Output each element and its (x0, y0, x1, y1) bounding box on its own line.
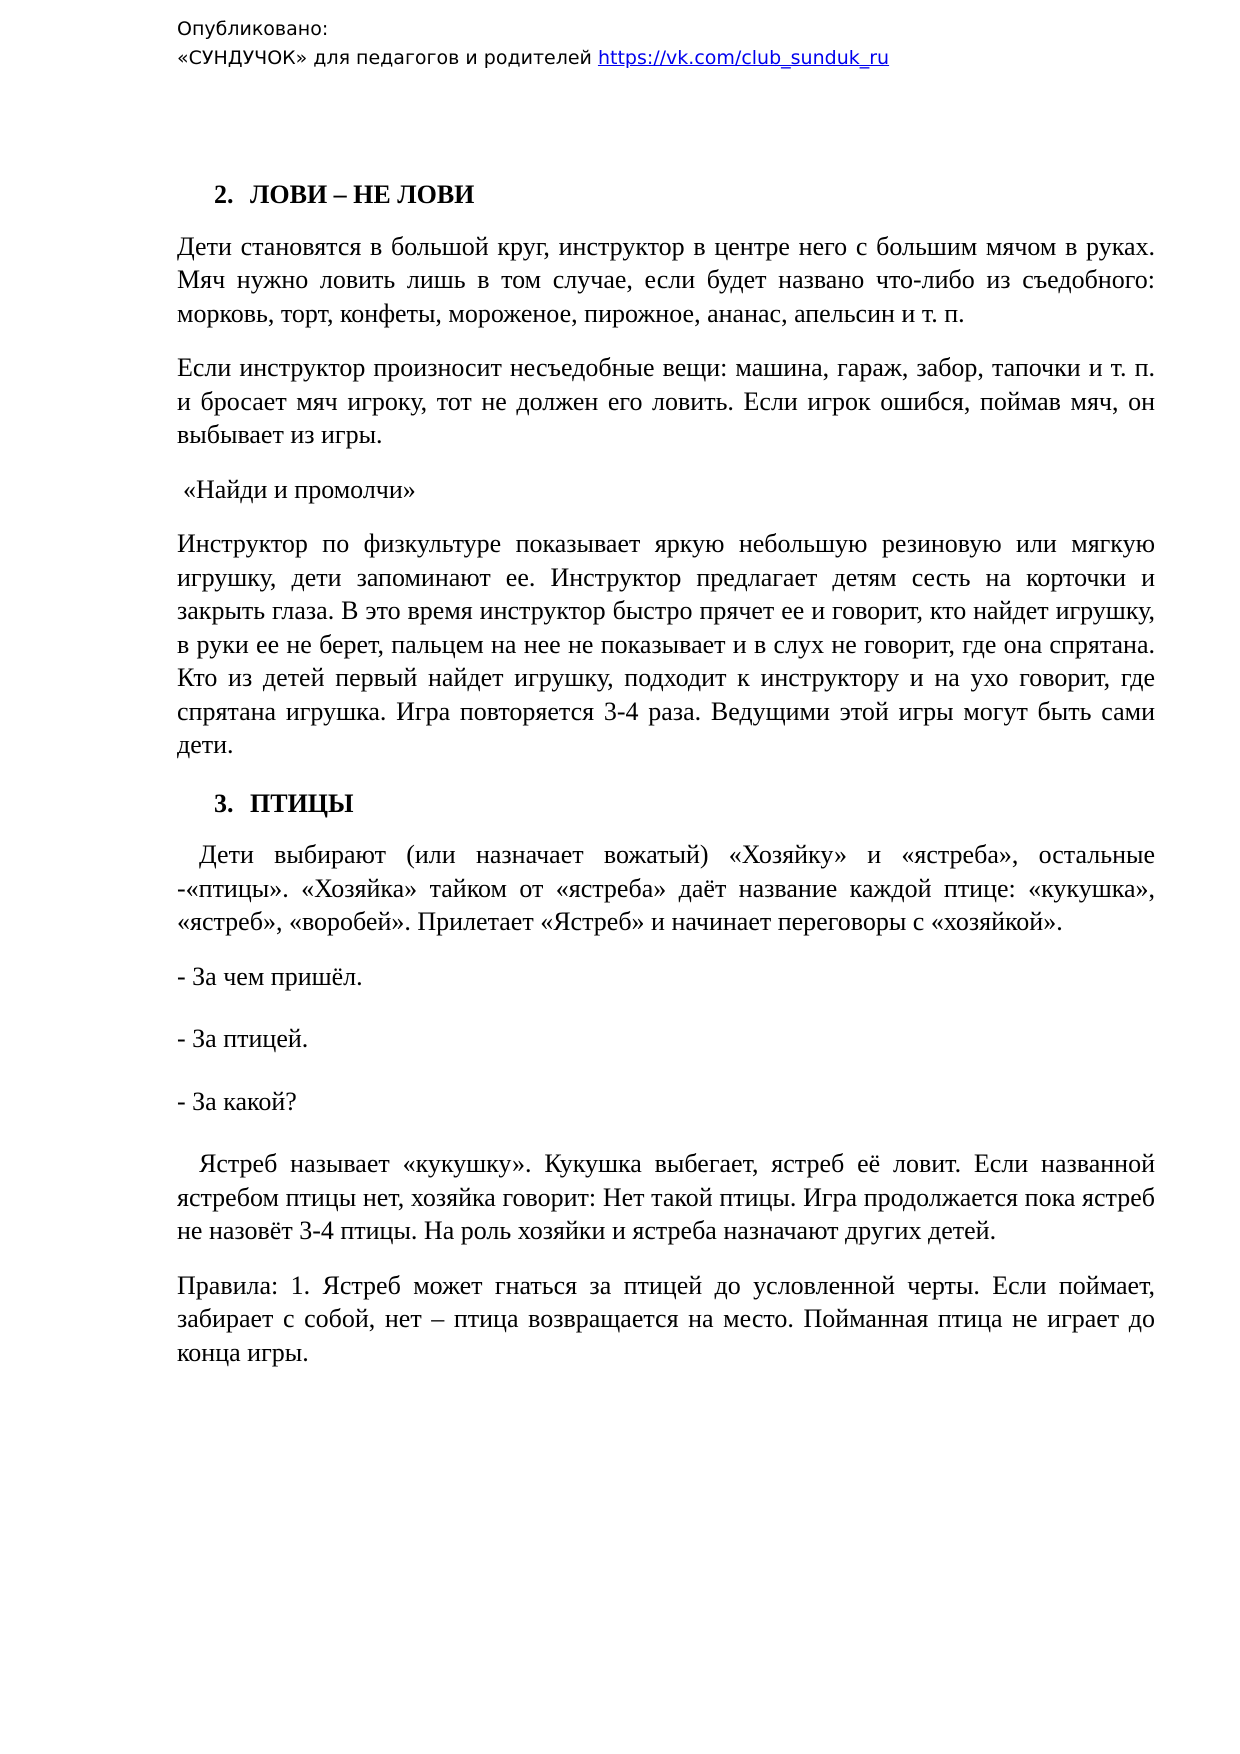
paragraph: Ястреб называет «кукушку». Кукушка выбегает, ястреб её ловит. Если названной ястребом птицы нет, хозяйка говорит: Нет такой птицы. Игра продолжается пока ястреб не назовёт 3-4 птицы. На роль хозяйки и ястреба назначают других детей. (177, 1149, 1155, 1245)
dialog-line: - За птицей. (177, 1024, 309, 1053)
section-title: ЛОВИ – НЕ ЛОВИ (250, 180, 475, 209)
section-heading-3 (214, 787, 1155, 821)
rules-paragraph: Правила: 1. Ястреб может гнаться за птицей до условленной черты. Если поймает, забирает с собой, нет – птица возвращается на место. Пойманная птица не играет до конца игры. (177, 1270, 1155, 1367)
publisher-name: «СУНДУЧОК» для педагогов и родителей (177, 47, 592, 69)
dialog-line: - За чем пришёл. (177, 961, 363, 991)
section-number: 2. (214, 180, 234, 209)
section-heading-2 (214, 178, 1155, 212)
publisher-link[interactable]: https://vk.com/club_sunduk_ru (597, 47, 890, 69)
paragraph: Если инструктор произносит несъедобные вещи: машина, гараж, забор, тапочки и т. п. и бросает мяч игроку, тот не должен его ловить. Если игрок ошибся, поймав мяч, он выбывает из игры. (177, 353, 1155, 449)
section-title: ПТИЦЫ (250, 788, 354, 818)
game-subtitle: «Найди и промолчи» (183, 474, 416, 504)
publisher-line (177, 44, 889, 73)
dialog-line: - За какой? (177, 1086, 297, 1116)
paragraph: Дети выбирают (или назначает вожатый) «Хозяйку» и «ястреба», остальные -«птицы». «Хозяйка» тайком от «ястреба» даёт название каждой птице: «кукушка», «ястреб», «воробей». Прилетает «Ястреб» и начинает переговоры с «хозяйкой». (177, 840, 1155, 936)
document-body (177, 178, 1155, 1390)
paragraph: Дети становятся в большой круг, инструктор в центре него с большим мячом в руках. Мяч нужно ловить лишь в том случае, если будет названо что-либо из съедобного: морковь, торт, конфеты, мороженое, пирожное, ананас, апельсин и т. п. (177, 231, 1155, 328)
published-label: Опубликовано: (177, 18, 329, 40)
paragraph: Инструктор по физкультуре показывает яркую небольшую резиновую или мягкую игрушку, дети запоминают ее. Инструктор предлагает детям сесть на корточки и закрыть глаза. В это время инструктор быстро прячет ее и говорит, кто найдет игрушку, в руки ее не берет, пальцем на нее не показывает и в слух не говорит, где она спрятана. Кто из детей первый найдет игрушку, подходит к инструктору и на ухо говорит, где спрятана игрушка. Игра повторяется 3-4 раза. Ведущими этой игры могут быть сами дети. (177, 529, 1155, 759)
publication-header (177, 15, 889, 73)
section-number: 3. (214, 788, 234, 818)
